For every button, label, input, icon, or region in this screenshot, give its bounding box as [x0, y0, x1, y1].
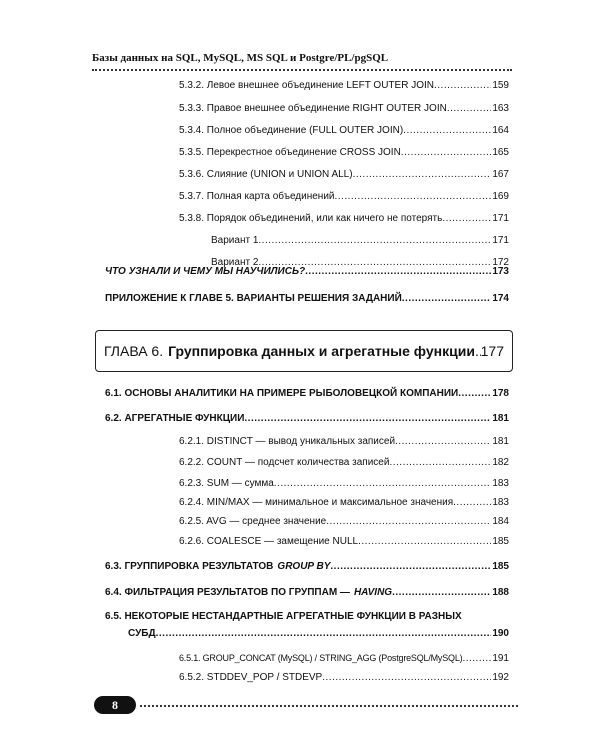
- toc-entry: [211, 235, 509, 247]
- toc-section-6-5-line1: 6.5. НЕКОТОРЫЕ НЕСТАНДАРТНЫЕ АГРЕГАТНЫЕ ФУНКЦИИ В РАЗНЫХ: [105, 611, 462, 622]
- toc-entry-page: 163: [492, 103, 509, 114]
- toc-entry-page: 165: [492, 147, 509, 158]
- leader-dots: [326, 516, 491, 528]
- toc-section-6-1: [105, 388, 509, 400]
- toc-entry: [179, 147, 509, 159]
- toc-section-term: HAVING: [353, 587, 393, 598]
- leader-dots: [156, 628, 492, 640]
- leader-dots: [447, 103, 491, 115]
- toc-section-text: СУБД: [128, 628, 156, 639]
- toc-entry-page: 181: [492, 436, 509, 447]
- toc-section-page: 173: [492, 266, 509, 277]
- toc-entry-page: 183: [492, 478, 509, 489]
- leader-dots: [395, 436, 491, 448]
- toc-entry-page: 169: [492, 191, 509, 202]
- toc-entry: [179, 80, 509, 92]
- toc-entry-text: 5.3.5. Перекрестное объединение CROSS JOIN: [179, 147, 401, 158]
- toc-entry-text: 6.2.2. COUNT — подсчет количества записей: [179, 457, 390, 468]
- toc-entry-text: 6.5.2. STDDEV_POP / STDEVP: [179, 672, 323, 683]
- toc-entry: [179, 652, 509, 665]
- toc-entry: [179, 457, 509, 469]
- toc-entry-page: 182: [492, 457, 509, 468]
- page-number-badge: 8: [94, 696, 136, 714]
- toc-entry-page: 185: [492, 536, 509, 547]
- toc-entry-text: 5.3.3. Правое внешнее объединение RIGHT OUTER JOIN: [179, 103, 447, 114]
- toc-section-text: 6.2. АГРЕГАТНЫЕ ФУНКЦИИ: [105, 413, 245, 424]
- toc-entry-page: 164: [492, 125, 509, 136]
- footer-rule: [140, 705, 518, 707]
- leader-dots: [274, 478, 492, 490]
- toc-entry: [179, 516, 509, 528]
- leader-dots: [258, 235, 491, 247]
- toc-section-6-3: [105, 561, 509, 573]
- leader-dots: [335, 191, 492, 203]
- toc-entry-text: Вариант 1: [211, 235, 259, 246]
- leader-dots: [403, 125, 491, 137]
- toc-entry-page: 171: [492, 235, 509, 246]
- toc-section-text: 6.4. ФИЛЬТРАЦИЯ РЕЗУЛЬТАТОВ ПО ГРУППАМ —: [105, 587, 350, 598]
- toc-entry-page: 159: [492, 80, 509, 91]
- toc-entry: [179, 125, 509, 137]
- toc-entry: [179, 169, 509, 181]
- leader-dots: [453, 497, 491, 509]
- toc-entry-text: 6.2.6. COALESCE — замещение NULL: [179, 536, 359, 547]
- toc-entry-text: 5.3.8. Порядок объединений, или как ничего не потерять: [179, 213, 443, 224]
- toc-entry-page: 172: [492, 257, 509, 268]
- leader-dots: [434, 80, 491, 92]
- toc-entry-page: 191: [492, 653, 509, 664]
- toc-entry: [179, 672, 509, 684]
- toc-entry-text: 5.3.7. Полная карта объединений: [179, 191, 335, 202]
- chapter-prefix: ГЛАВА 6.: [104, 343, 164, 359]
- toc-section-6-2: [105, 413, 509, 425]
- toc-entry: [179, 191, 509, 203]
- toc-entry-page: 184: [492, 516, 509, 527]
- header-rule: [92, 69, 512, 71]
- toc-entry-text: 6.2.3. SUM — сумма: [179, 478, 274, 489]
- toc-entry-text: 5.3.2. Левое внешнее объединение LEFT OUTER JOIN: [179, 80, 434, 91]
- toc-entry-page: 171: [492, 213, 509, 224]
- toc-entry: [179, 536, 509, 548]
- toc-section-page: 178: [492, 388, 509, 399]
- leader-dots: [353, 169, 492, 181]
- leader-dots: [462, 653, 491, 665]
- leader-dots: [322, 672, 491, 684]
- toc-section-6-5: [128, 628, 509, 640]
- toc-section-page: 181: [492, 413, 509, 424]
- toc-section-summary: [105, 266, 509, 278]
- leader-dots: [392, 587, 491, 599]
- leader-dots: [401, 147, 492, 159]
- toc-entry: [179, 478, 509, 490]
- toc-entry-text: 5.3.6. Слияние (UNION и UNION ALL): [179, 169, 353, 180]
- toc-section-page: 174: [492, 293, 509, 304]
- toc-entry-text: 6.2.1. DISTINCT — вывод уникальных записей: [179, 436, 396, 447]
- leader-dots: [305, 266, 491, 278]
- leader-dots: [244, 413, 491, 425]
- toc-entry: [179, 436, 509, 448]
- toc-section-6-4: [105, 587, 509, 599]
- toc-section-page: 190: [492, 628, 509, 639]
- toc-entry-page: 192: [492, 672, 509, 683]
- toc-entry-text: 5.3.4. Полное объединение (FULL OUTER JOIN): [179, 125, 404, 136]
- toc-entry-text: 6.5.1. GROUP_CONCAT (MySQL) / STRING_AGG (PostgreSQL/MySQL): [179, 653, 463, 663]
- leader-dots: [358, 536, 491, 548]
- toc-entry: [179, 103, 509, 115]
- toc-entry-text: 6.2.5. AVG — среднее значение: [179, 516, 327, 527]
- toc-section-page: 185: [492, 561, 509, 572]
- toc-entry: [179, 497, 509, 509]
- toc-entry-text: Вариант 2: [211, 257, 259, 268]
- chapter-heading: [104, 343, 504, 359]
- toc-entry-page: 167: [492, 169, 509, 180]
- toc-section-appendix: [105, 293, 509, 305]
- toc-entry-text: 6.2.4. MIN/MAX — минимальное и максимальное значения: [179, 497, 454, 508]
- leader-dots: [330, 561, 491, 573]
- running-header: Базы данных на SQL, MySQL, MS SQL и Postgre/PL/pgSQL: [92, 52, 389, 64]
- chapter-page: 177: [480, 343, 504, 359]
- toc-section-text: 6.3. ГРУППИРОВКА РЕЗУЛЬТАТОВ: [105, 561, 274, 572]
- leader-dots: [458, 388, 491, 400]
- chapter-title: Группировка данных и агрегатные функции: [168, 343, 475, 359]
- leader-dots: [442, 213, 491, 225]
- toc-entry-page: 183: [492, 497, 509, 508]
- toc-section-text: ПРИЛОЖЕНИЕ К ГЛАВЕ 5. ВАРИАНТЫ РЕШЕНИЯ ЗАДАНИЙ: [105, 293, 402, 304]
- toc-section-term: GROUP BY: [277, 561, 331, 572]
- leader-dots: [402, 293, 492, 305]
- toc-section-text: ЧТО УЗНАЛИ И ЧЕМУ МЫ НАУЧИЛИСЬ?: [105, 266, 306, 277]
- toc-entry: [179, 213, 509, 225]
- toc-section-text: 6.1. ОСНОВЫ АНАЛИТИКИ НА ПРИМЕРЕ РЫБОЛОВЕЦКОЙ КОМПАНИИ: [105, 388, 459, 399]
- leader-dots: [389, 457, 491, 469]
- toc-section-page: 188: [492, 587, 509, 598]
